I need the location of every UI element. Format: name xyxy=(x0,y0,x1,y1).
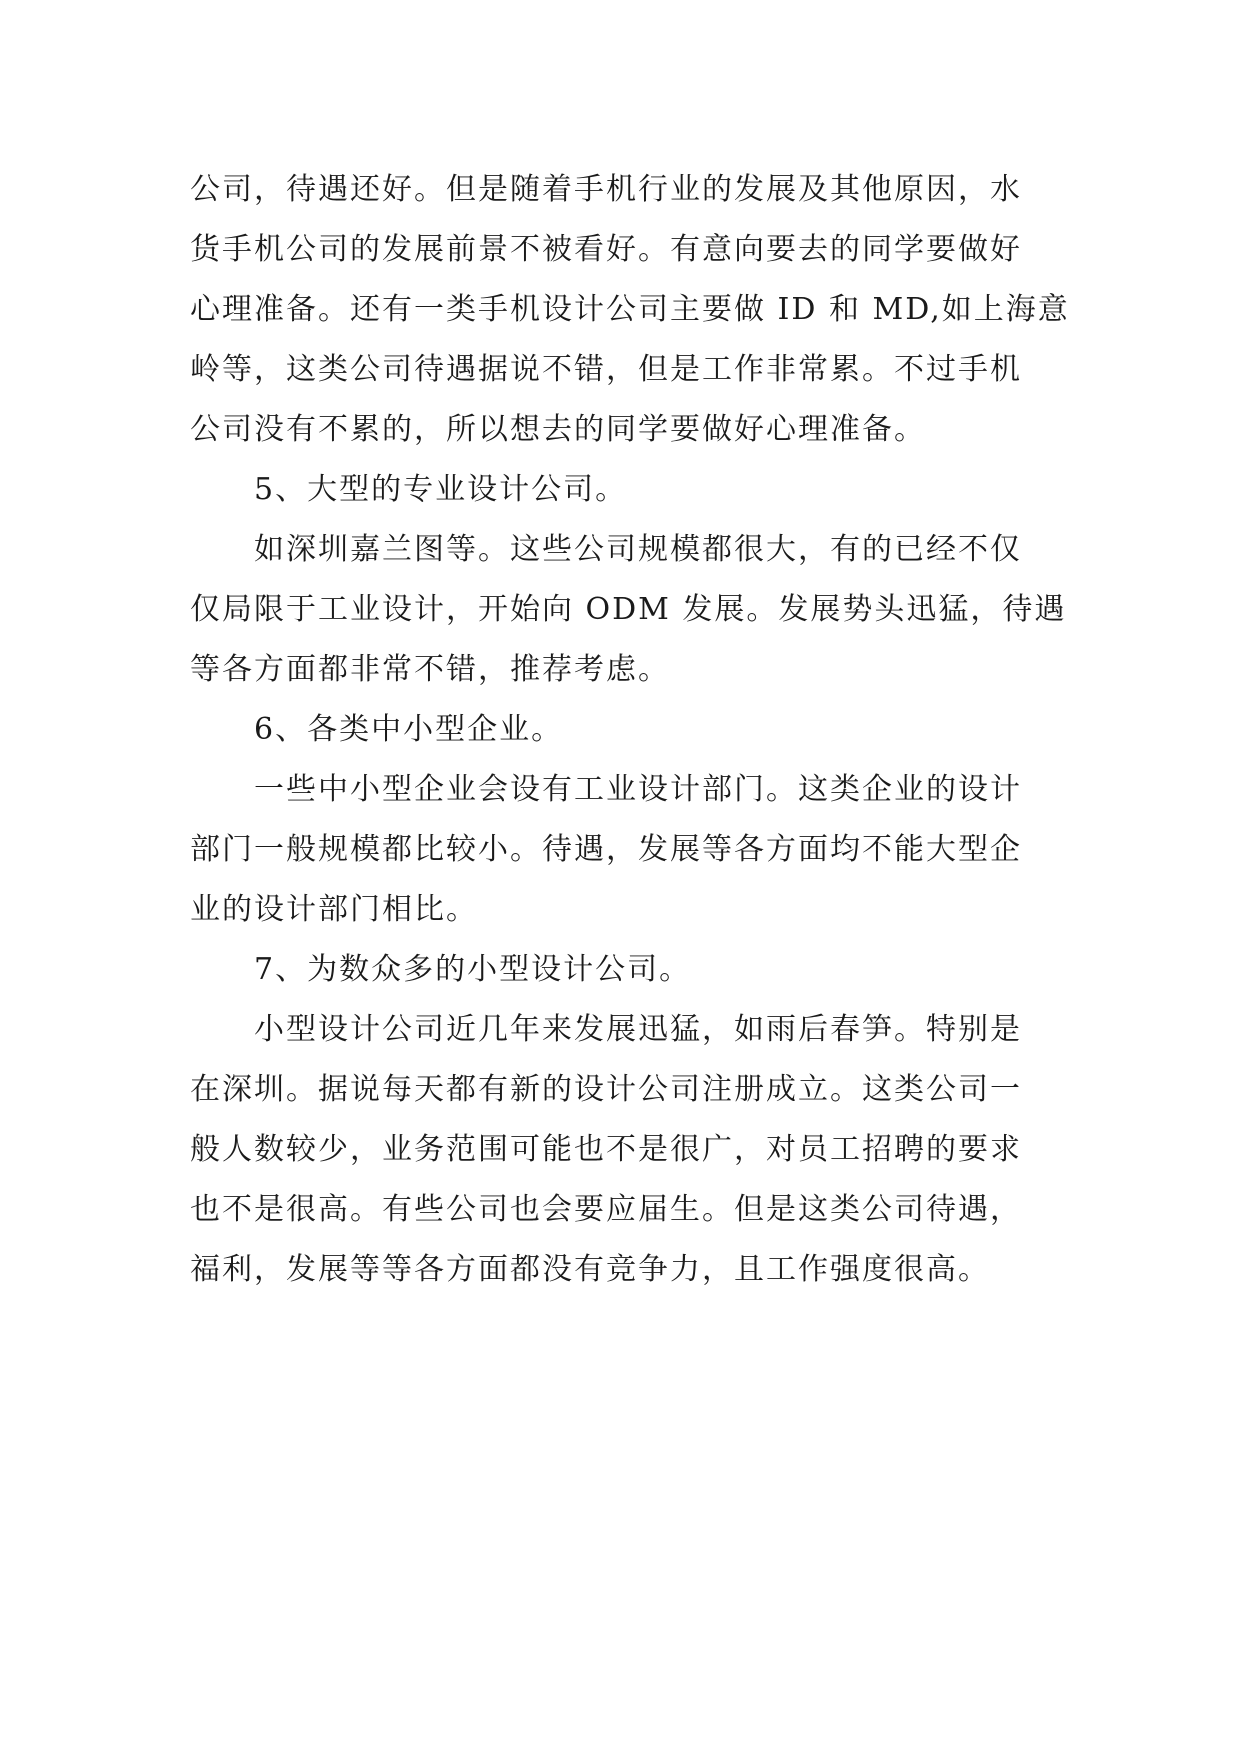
text-line: 公司，待遇还好。但是随着手机行业的发展及其他原因，水 xyxy=(190,172,1022,207)
text-line: 般人数较少，业务范围可能也不是很广，对员工招聘的要求 xyxy=(190,1132,1022,1167)
text-line: 仅局限于工业设计，开始向 ODM 发展。发展势头迅猛，待遇 xyxy=(190,592,1067,627)
text-line: 在深圳。据说每天都有新的设计公司注册成立。这类公司一 xyxy=(190,1072,1022,1107)
section-heading: 5、大型的专业设计公司。 xyxy=(254,472,628,507)
text-line: 也不是很高。有些公司也会要应届生。但是这类公司待遇， xyxy=(190,1192,1022,1227)
text-line: 小型设计公司近几年来发展迅猛，如雨后春笋。特别是 xyxy=(254,1012,1022,1047)
text-line: 如深圳嘉兰图等。这些公司规模都很大，有的已经不仅 xyxy=(254,532,1022,567)
text-line: 公司没有不累的，所以想去的同学要做好心理准备。 xyxy=(190,412,926,447)
text-line: 福利，发展等等各方面都没有竞争力，且工作强度很高。 xyxy=(190,1252,990,1287)
text-line: 岭等，这类公司待遇据说不错，但是工作非常累。不过手机 xyxy=(190,352,1022,387)
text-line: 一些中小型企业会设有工业设计部门。这类企业的设计 xyxy=(254,772,1022,807)
text-line: 业的设计部门相比。 xyxy=(190,892,478,927)
text-line: 心理准备。还有一类手机设计公司主要做 ID 和 MD,如上海意 xyxy=(190,292,1070,327)
text-line: 货手机公司的发展前景不被看好。有意向要去的同学要做好 xyxy=(190,232,1022,267)
section-heading: 6、各类中小型企业。 xyxy=(254,712,564,747)
section-heading: 7、为数众多的小型设计公司。 xyxy=(254,952,692,987)
body-text xyxy=(190,160,1070,1300)
text-line: 部门一般规模都比较小。待遇，发展等各方面均不能大型企 xyxy=(190,832,1022,867)
text-line: 等各方面都非常不错，推荐考虑。 xyxy=(190,652,670,687)
